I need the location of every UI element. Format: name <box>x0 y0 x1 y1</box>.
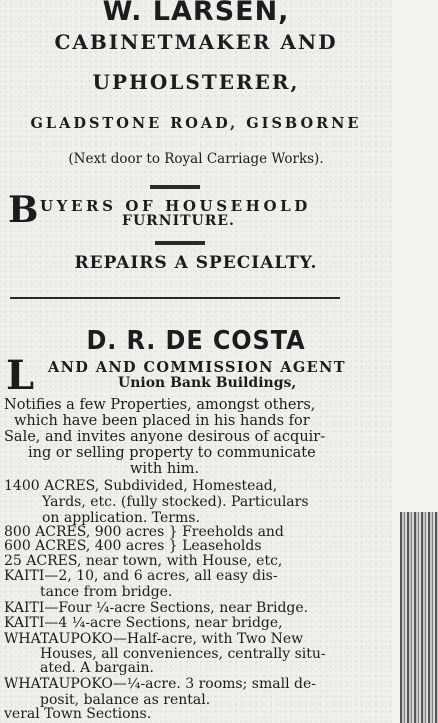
repairs-specialty: REPAIRS A SPECIALTY. <box>74 253 318 273</box>
section-rule <box>10 297 340 299</box>
costa-intro-line: with him. <box>130 461 200 477</box>
costa-listing-line: KAITI—2, 10, and 6 acres, all easy dis- <box>4 568 278 584</box>
larsen-trade-line2: UPHOLSTERER, <box>92 70 300 94</box>
costa-listing-line: 1400 ACRES, Subdivided, Homestead, <box>4 478 278 494</box>
adjacent-column-fragment <box>400 512 438 723</box>
costa-name: D. R. DE COSTA <box>86 326 306 356</box>
costa-listing-line: 25 ACRES, near town, with House, etc, <box>4 553 283 569</box>
buyers-line2: FURNITURE. <box>122 213 235 229</box>
costa-listing-line: 800 ACRES, 900 acres } Freeholds and <box>4 524 284 540</box>
costa-listing-line: KAITI—4 ¼-acre Sections, near bridge, <box>4 615 283 631</box>
buyers-drop-initial: B <box>8 189 39 231</box>
larsen-trade-line1: CABINETMAKER AND <box>54 30 338 54</box>
costa-intro-line: Notifies a few Properties, amongst others, <box>4 397 316 413</box>
costa-listing-line: Houses, all conveniences, centrally situ- <box>40 646 326 662</box>
costa-intro-line: ing or selling property to communicate <box>28 445 316 461</box>
larsen-name: W. LARSEN, <box>102 0 290 27</box>
costa-listing-line: KAITI—Four ¼-acre Sections, near Bridge. <box>4 600 309 616</box>
larsen-address: GLADSTONE ROAD, GISBORNE <box>30 115 362 132</box>
adjacent-column <box>392 0 438 723</box>
costa-listing-line: on application. Terms. <box>42 510 200 526</box>
costa-intro-line: Sale, and invites anyone desirous of acquir- <box>4 429 326 445</box>
buyers-line1: UYERS OF HOUSEHOLD <box>40 197 311 215</box>
costa-listing-line: Yards, etc. (fully stocked). Particulars <box>42 494 309 510</box>
larsen-location-note: (Next door to Royal Carriage Works). <box>68 151 324 167</box>
costa-listing-line: posit, balance as rental. <box>40 692 211 708</box>
costa-heading-line1: AND AND COMMISSION AGENT <box>48 359 346 376</box>
costa-listing-line: WHATAUPOKO—Half-acre, with Two New <box>4 631 304 647</box>
costa-listing-line: WHATAUPOKO—¼-acre. 3 rooms; small de- <box>4 676 316 692</box>
costa-listing-line: tance from bridge. <box>40 584 173 600</box>
costa-listing-line: ated. A bargain. <box>40 660 154 676</box>
costa-heading-line2: Union Bank Buildings, <box>118 375 297 391</box>
costa-listing-line: veral Town Sections. <box>4 706 152 722</box>
costa-listing-line: 600 ACRES, 400 acres } Leaseholds <box>4 538 262 554</box>
divider-2 <box>155 241 205 245</box>
costa-drop-initial: L <box>6 352 35 399</box>
costa-intro-line: which have been placed in his hands for <box>14 413 310 429</box>
divider-1 <box>150 185 200 189</box>
